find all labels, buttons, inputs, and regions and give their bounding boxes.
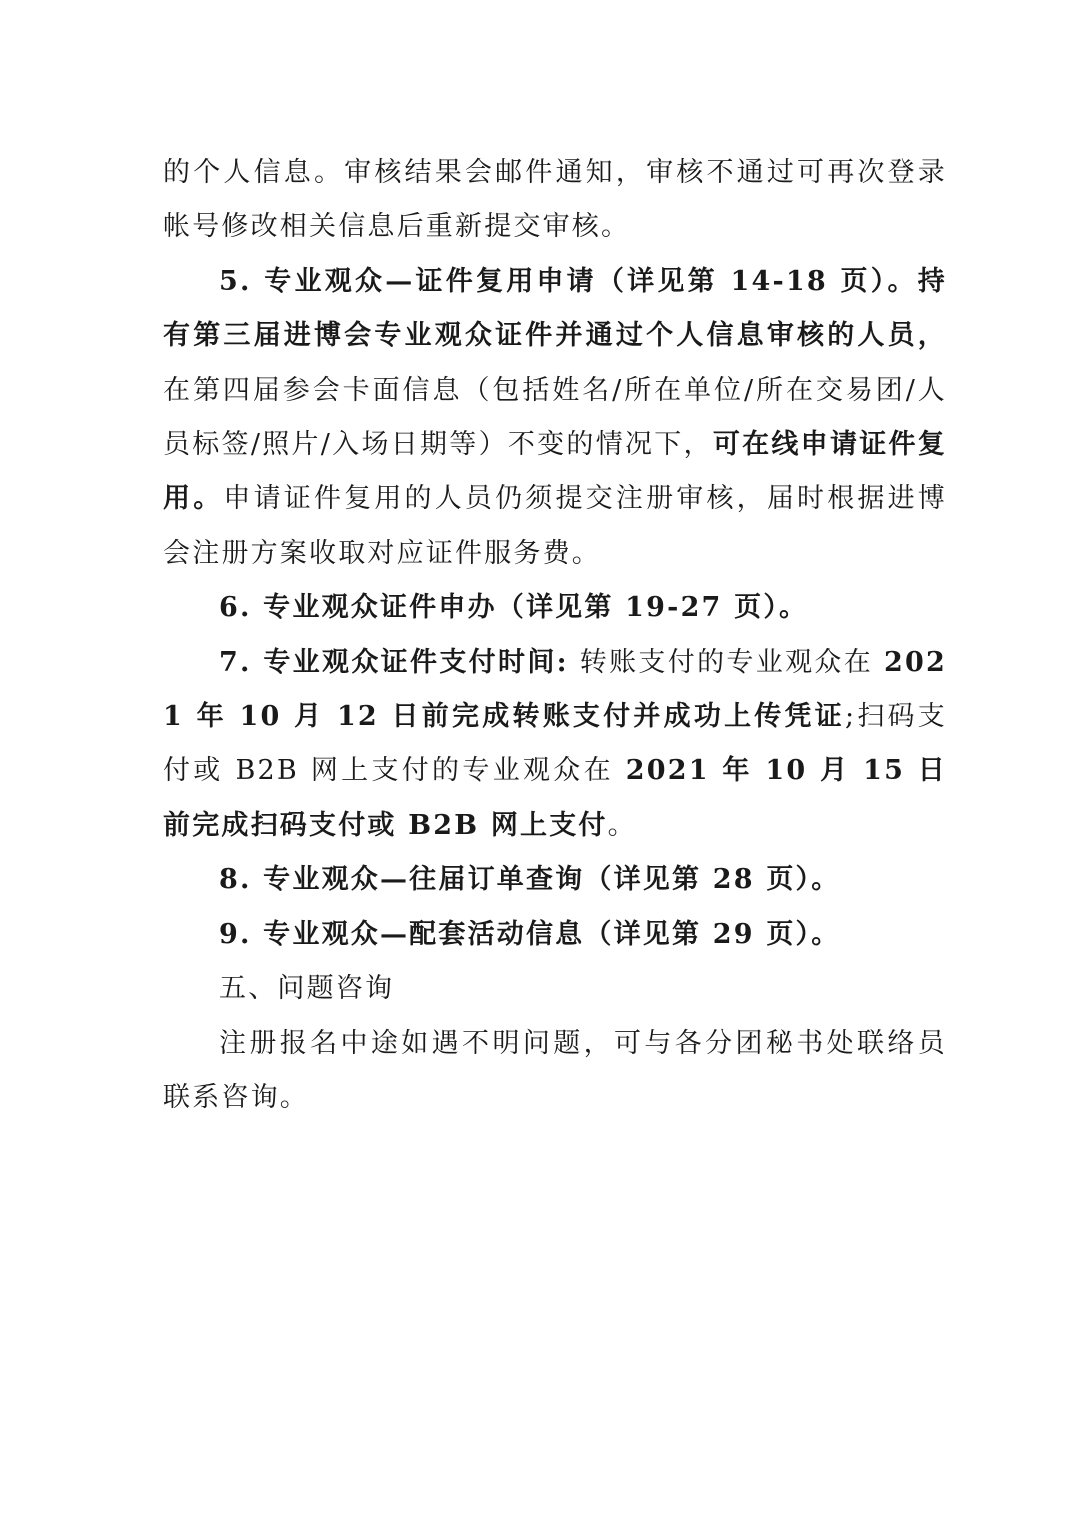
paragraph-text: 注册报名中途如遇不明问题，可与各分团秘书处联络员联系咨询。: [163, 1027, 947, 1113]
item-7-normal-transfer: 转账支付的专业观众在: [568, 646, 885, 678]
section-heading-inquiries: [163, 962, 947, 1016]
paragraph-item-7-payment-time: [163, 636, 947, 854]
item-7-bold-scan-deadline: 2021 年 10 月 15 日前完成扫码支付或 B2B 网上支付: [163, 755, 947, 841]
item-5-bold-reuse: 可在线申请证件复用。: [163, 429, 947, 515]
paragraph-item-9-supporting-events: [163, 908, 947, 962]
item-5-normal-fee: 申请证件复用的人员仍须提交注册审核，届时根据进博会注册方案收取对应证件服务费。: [163, 483, 947, 569]
item-9-text: 9. 专业观众—配套活动信息（详见第 29 页）。: [219, 918, 841, 950]
item-6-text: 6. 专业观众证件申办（详见第 19-27 页）。: [219, 592, 809, 624]
section-heading-text: 五、问题咨询: [219, 973, 395, 1005]
paragraph-personal-info-review: [163, 146, 947, 255]
item-7-bold-transfer-deadline: 2021 年 10 月 12 日前完成转账支付并成功上传凭证: [163, 646, 947, 733]
document-body: [163, 146, 947, 1125]
item-8-text: 8. 专业观众—往届订单查询（详见第 28 页）。: [219, 864, 841, 896]
paragraph-text: 的个人信息。审核结果会邮件通知，审核不通过可再次登录帐号修改相关信息后重新提交审核。: [163, 157, 947, 243]
paragraph-item-8-past-orders: [163, 853, 947, 907]
item-5-bold-lead: 5. 专业观众—证件复用申请（详见第 14-18 页）。持有第三届进博会专业观众证件并通过个人信息审核的人员，: [163, 265, 947, 352]
item-7-normal-scan: ;扫码支付或 B2B 网上支付的专业观众在: [163, 701, 947, 787]
item-7-bold-lead: 7. 专业观众证件支付时间:: [219, 646, 569, 678]
paragraph-inquiry-contact: [163, 1017, 947, 1126]
paragraph-item-5-certificate-reuse: [163, 255, 947, 581]
paragraph-item-6-certificate-application: [163, 581, 947, 635]
item-5-normal-text: 在第四届参会卡面信息（包括姓名/所在单位/所在交易团/人员标签/照片/入场日期等）不变的情况下，: [163, 374, 947, 461]
item-7-normal-end: 。: [607, 809, 637, 841]
